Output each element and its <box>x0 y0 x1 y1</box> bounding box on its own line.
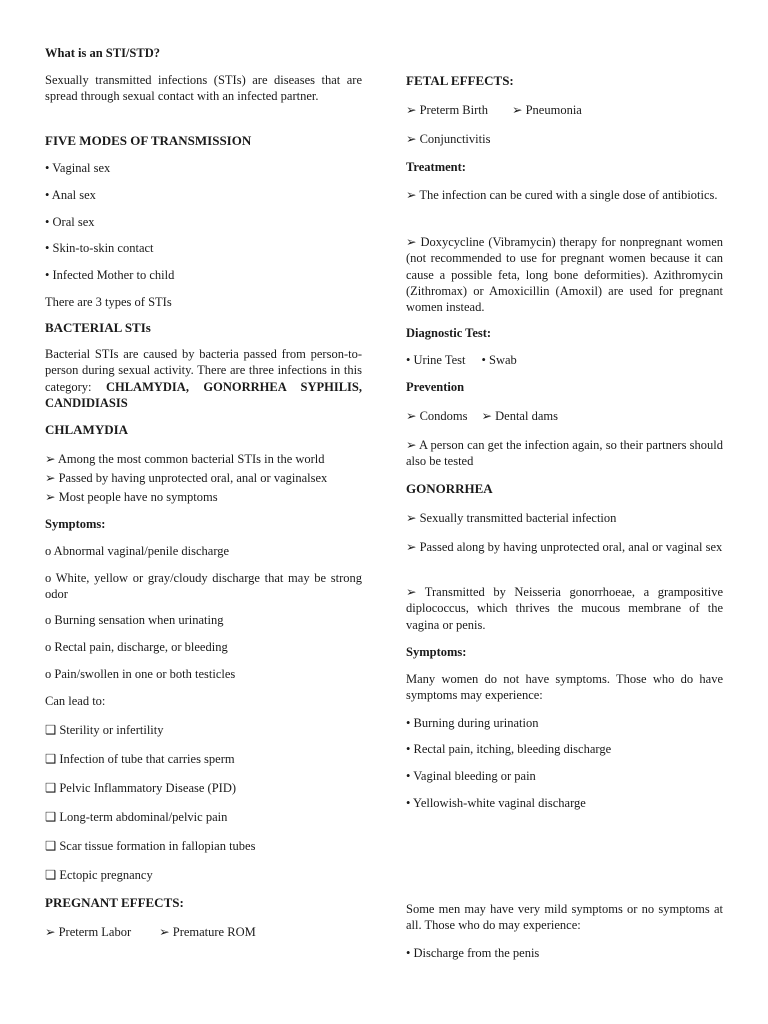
mode-item: • Vaginal sex <box>45 161 111 175</box>
chlamydia-point: ➢ Passed by having unprotected oral, anal or vaginalsex <box>45 471 328 485</box>
women-symptom: • Rectal pain, itching, bleeding discharge <box>406 742 612 756</box>
gonorrhea-point: ➢ Sexually transmitted bacterial infection <box>406 511 617 525</box>
types-line: There are 3 types of STIs <box>45 295 172 309</box>
chlamydia-point: ➢ Among the most common bacterial STIs in the world <box>45 452 325 466</box>
diagnostic-tests <box>406 352 723 368</box>
treatment-item: ➢ The infection can be cured with a single dose of antibiotics. <box>406 188 718 202</box>
treatment-item: ➢ Doxycycline (Vibramycin) therapy for nonpregnant women (not recommended to use for pregnant women because it can cause a possible feta, long bone deformities). Azithromycin (Zithromax) or Amoxicillin (Amoxil) are used for pregnant women instead. <box>406 235 723 315</box>
men-symptom: • Discharge from the penis <box>406 946 540 960</box>
fetal-effect: ➢ Pneumonia <box>512 103 582 117</box>
prevention-item: ➢ Condoms <box>406 409 468 423</box>
consequence-item: ❑ Sterility or infertility <box>45 723 164 737</box>
mode-item: • Anal sex <box>45 188 96 202</box>
gonorrhea-point: ➢ Passed along by having unprotected oral, anal or vaginal sex <box>406 540 723 554</box>
diagnostic-heading: Diagnostic Test: <box>406 326 492 340</box>
treatment-heading: Treatment: <box>406 160 466 174</box>
page-title: What is an STI/STD? <box>45 46 160 60</box>
bacterial-heading: BACTERIAL STIs <box>45 320 151 335</box>
pregnant-effect: ➢ Preterm Labor <box>45 925 132 939</box>
prevention-note: ➢ A person can get the infection again, so their partners should also be tested <box>406 438 723 469</box>
diagnostic-test: • Urine Test <box>406 353 466 367</box>
women-symptom: • Vaginal bleeding or pain <box>406 769 536 783</box>
chlamydia-point: ➢ Most people have no symptoms <box>45 490 218 504</box>
symptom-item: o White, yellow or gray/cloudy discharge that may be strong odor <box>45 571 362 602</box>
mode-item: • Oral sex <box>45 215 95 229</box>
pregnant-effects <box>45 924 362 940</box>
pregnant-heading: PREGNANT EFFECTS: <box>45 895 184 910</box>
chlamydia-heading: CHLAMYDIA <box>45 422 129 437</box>
prevention-heading: Prevention <box>406 380 465 394</box>
fetal-effects <box>406 102 723 118</box>
intro-paragraph: Sexually transmitted infections (STIs) are diseases that are spread through sexual contact with an infected partner. <box>45 73 362 104</box>
symptom-item: o Rectal pain, discharge, or bleeding <box>45 640 228 654</box>
consequence-item: ❑ Pelvic Inflammatory Disease (PID) <box>45 781 237 795</box>
mode-item: • Infected Mother to child <box>45 268 175 282</box>
bacterial-paragraph: Bacterial STIs are caused by bacteria passed from person-to-person during sexual activity. There are three infections in this category: CHLAMYDIA, GONORRHEA SYPHILIS, CANDIDIASIS <box>45 347 362 410</box>
mode-item: • Skin-to-skin contact <box>45 241 154 255</box>
modes-heading: FIVE MODES OF TRANSMISSION <box>45 133 252 148</box>
gonorrhea-point: ➢ Transmitted by Neisseria gonorrhoeae, a grampositive diplococcus, which thrives the mucous membrane of the vagina or penis. <box>406 585 723 632</box>
consequence-item: ❑ Long-term abdominal/pelvic pain <box>45 810 228 824</box>
symptom-item: o Pain/swollen in one or both testicles <box>45 667 236 681</box>
women-symptom: • Yellowish-white vaginal discharge <box>406 796 586 810</box>
fetal-heading: FETAL EFFECTS: <box>406 73 514 88</box>
prevention-item: ➢ Dental dams <box>481 409 558 423</box>
diagnostic-test: • Swab <box>481 353 517 367</box>
fetal-effect: ➢ Preterm Birth <box>406 103 488 117</box>
women-intro: Many women do not have symptoms. Those who do have symptoms may experience: <box>406 672 723 703</box>
gonorrhea-symptoms-heading: Symptoms: <box>406 645 467 659</box>
can-lead-to-label: Can lead to: <box>45 694 106 708</box>
bacterial-list: CHLAMYDIA, GONORRHEA SYPHILIS, CANDIDIASIS <box>45 379 362 410</box>
men-intro: Some men may have very mild symptoms or no symptoms at all. Those who do may experience: <box>406 902 723 933</box>
consequence-item: ❑ Scar tissue formation in fallopian tubes <box>45 839 256 853</box>
women-symptom: • Burning during urination <box>406 716 539 730</box>
gonorrhea-heading: GONORRHEA <box>406 481 493 496</box>
symptom-item: o Burning sensation when urinating <box>45 613 224 627</box>
symptom-item: o Abnormal vaginal/penile discharge <box>45 544 230 558</box>
pregnant-effect: ➢ Premature ROM <box>159 925 256 939</box>
consequence-item: ❑ Ectopic pregnancy <box>45 868 153 882</box>
symptoms-heading: Symptoms: <box>45 517 106 531</box>
consequence-item: ❑ Infection of tube that carries sperm <box>45 752 235 766</box>
fetal-effect: ➢ Conjunctivitis <box>406 132 491 146</box>
prevention-items <box>406 408 723 424</box>
